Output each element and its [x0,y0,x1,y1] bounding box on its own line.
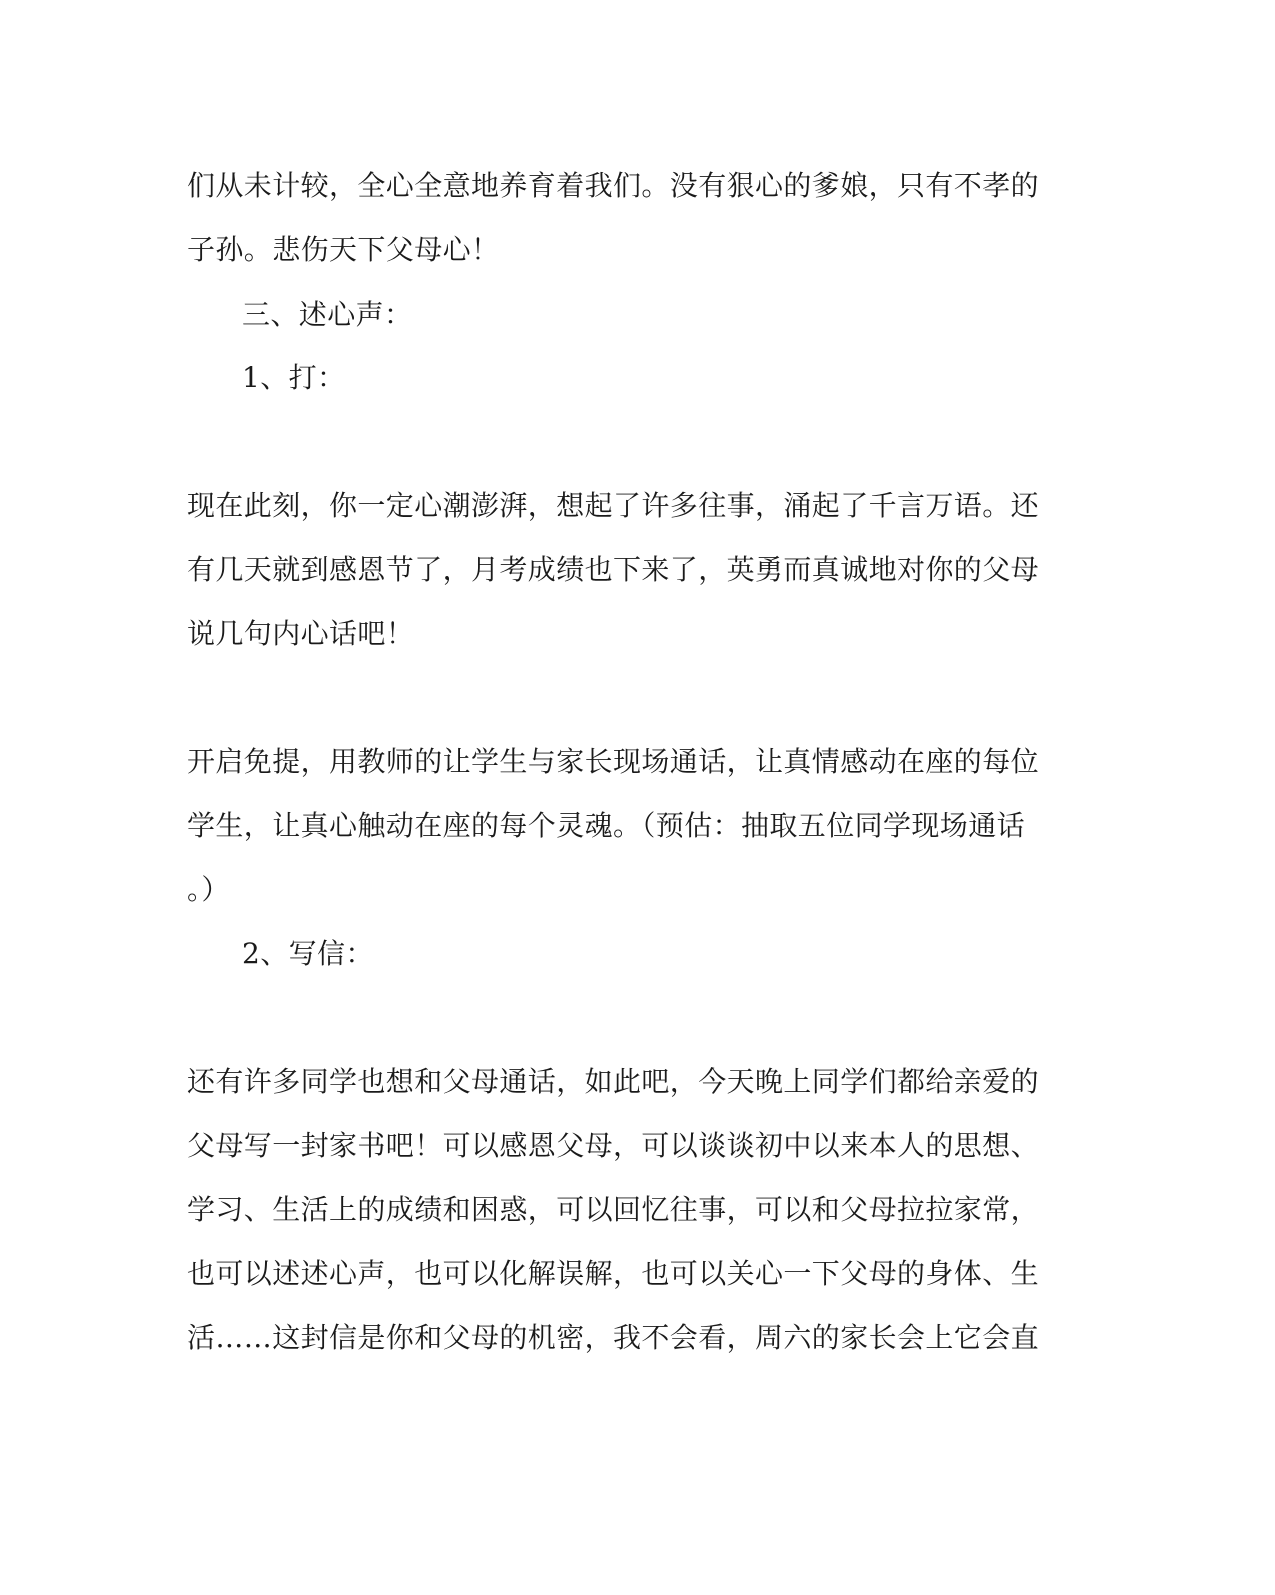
subsection-heading: 1、打： [242,361,346,394]
text-line: 说几句内心话吧！ [187,617,415,650]
text-line: 开启免提，用教师的让学生与家长现场通话，让真情感动在座的每位 [187,745,1040,778]
text-line: 活……这封信是你和父母的机密，我不会看，周六的家长会上它会直 [187,1321,1040,1354]
text-line: 也可以述述心声，也可以化解误解，也可以关心一下父母的身体、生 [187,1257,1040,1290]
text-line: 子孙。悲伤天下父母心！ [187,233,500,266]
section-heading: 三、述心声： [242,298,413,331]
text-line: 学生，让真心触动在座的每个灵魂。（预估：抽取五位同学现场通话 [187,809,1026,842]
text-line: 。） [187,873,230,906]
text-line: 现在此刻，你一定心潮澎湃，想起了许多往事，涌起了千言万语。还 [187,489,1040,522]
text-line: 还有许多同学也想和父母通话，如此吧，今天晚上同学们都给亲爱的 [187,1065,1040,1098]
text-line: 有几天就到感恩节了，月考成绩也下来了，英勇而真诚地对你的父母 [187,553,1040,586]
text-line: 们从未计较，全心全意地养育着我们。没有狠心的爹娘，只有不孝的 [187,169,1040,202]
subsection-heading: 2、写信： [242,937,374,970]
text-line: 学习、生活上的成绩和困惑，可以回忆往事，可以和父母拉拉家常， [187,1193,1040,1226]
text-line: 父母写一封家书吧！可以感恩父母，可以谈谈初中以来本人的思想、 [187,1129,1040,1162]
